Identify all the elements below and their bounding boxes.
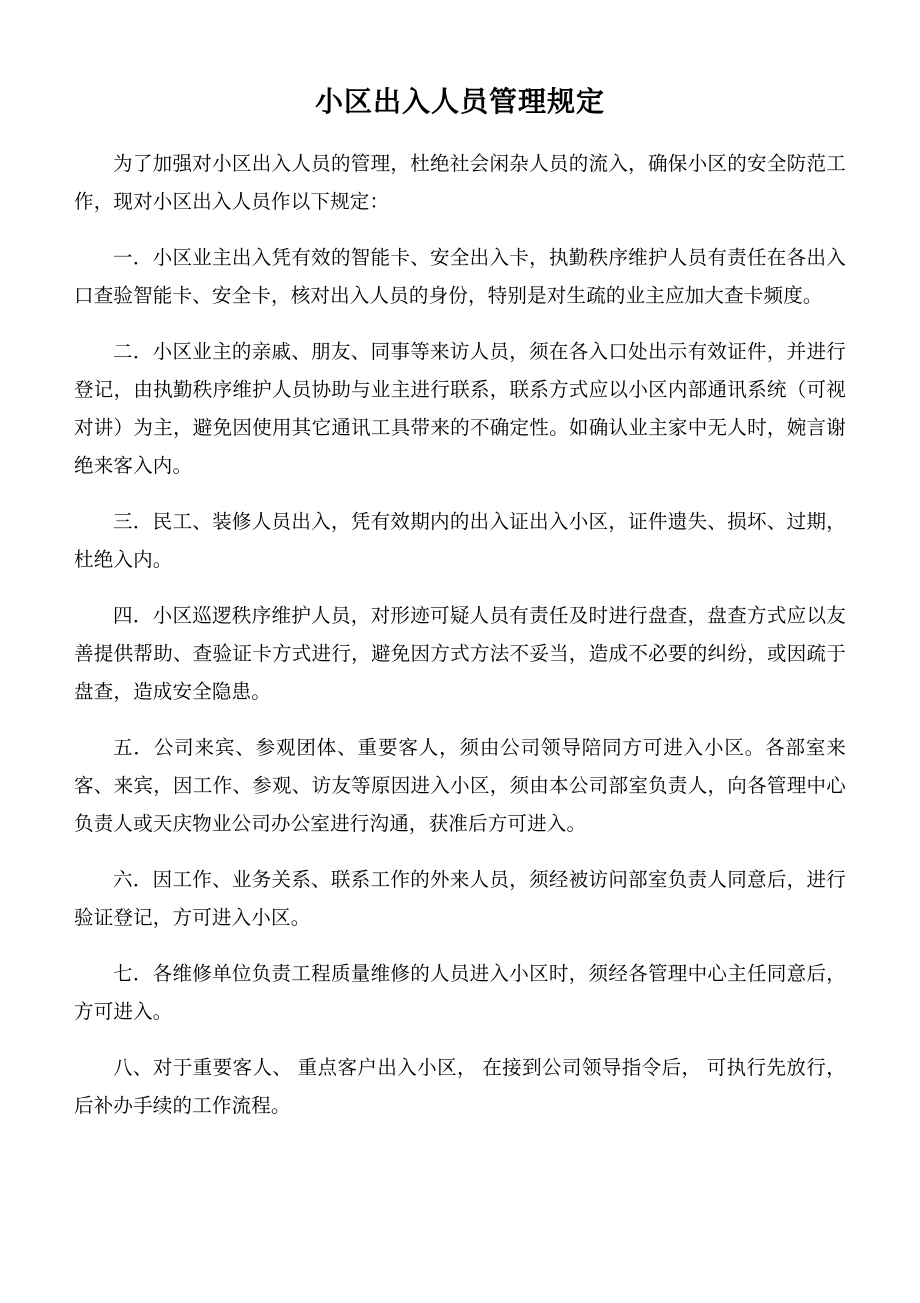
- paragraph-rule-8: 八、对于重要客人、 重点客户出入小区， 在接到公司领导指令后， 可执行先放行，后补办手续的工作流程。: [74, 1058, 846, 1117]
- paragraph-rule-6: 六．因工作、业务关系、联系工作的外来人员，须经被访问部室负责人同意后，进行验证登记，方可进入小区。: [74, 870, 846, 929]
- paragraph-rule-4: 四．小区巡逻秩序维护人员，对形迹可疑人员有责任及时进行盘查，盘查方式应以友善提供帮助、查验证卡方式进行，避免因方式方法不妥当，造成不必要的纠纷，或因疏于盘查，造成安全隐患。: [74, 606, 846, 703]
- paragraph-intro: 为了加强对小区出入人员的管理，杜绝社会闲杂人员的流入，确保小区的安全防范工作，现对小区出入人员作以下规定：: [74, 154, 846, 213]
- page-title: 小区出入人员管理规定: [314, 86, 605, 117]
- paragraph-rule-5: 五．公司来宾、参观团体、重要客人，须由公司领导陪同方可进入小区。各部室来客、来宾，因工作、参观、访友等原因进入小区，须由本公司部室负责人，向各管理中心负责人或天庆物业公司办公室进行沟通，获准后方可进入。: [74, 738, 846, 835]
- paragraph-rule-1: 一．小区业主出入凭有效的智能卡、安全出入卡，执勤秩序维护人员有责任在各出入口查验智能卡、安全卡，核对出入人员的身份，特别是对生疏的业主应加大查卡频度。: [74, 248, 846, 307]
- paragraph-rule-3: 三．民工、装修人员出入，凭有效期内的出入证出入小区，证件遗失、损坏、过期，杜绝入内。: [74, 512, 846, 571]
- paragraph-rule-2: 二．小区业主的亲戚、朋友、同事等来访人员，须在各入口处出示有效证件，并进行登记，由执勤秩序维护人员协助与业主进行联系，联系方式应以小区内部通讯系统（可视对讲）为主，避免因使用其它通讯工具带来的不确定性。如确认业主家中无人时，婉言谢绝来客入内。: [74, 342, 846, 477]
- paragraph-rule-7: 七．各维修单位负责工程质量维修的人员进入小区时，须经各管理中心主任同意后，方可进入。: [74, 964, 846, 1023]
